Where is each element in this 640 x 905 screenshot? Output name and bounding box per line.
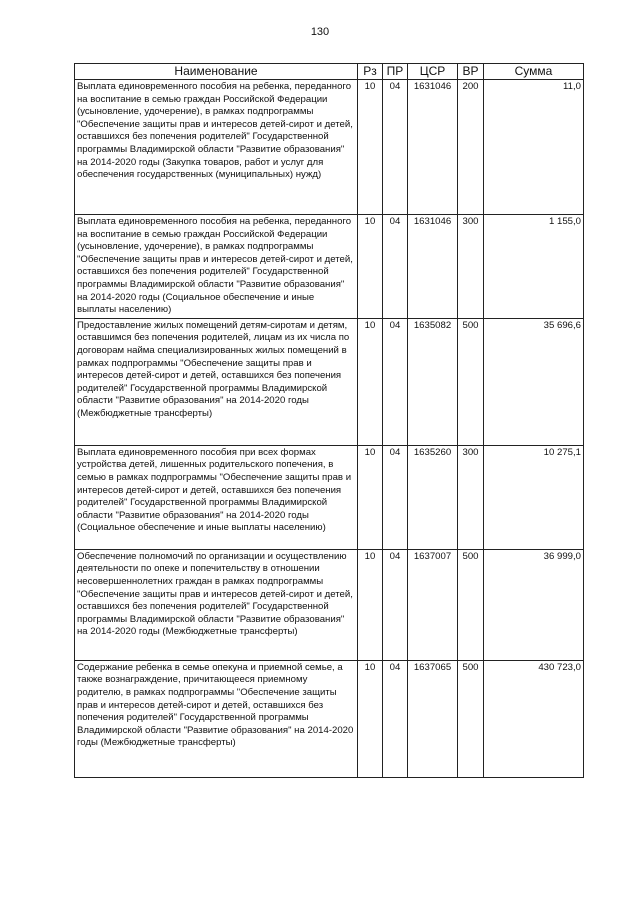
page-number: 130 <box>310 26 330 38</box>
row-vr-cell: 300 <box>458 445 484 549</box>
row-name-cell: Обеспечение полномочий по организации и осуществлению деятельности по опеке и попечительству в отношении несовершеннолетних граждан в рамках подпрограммы "Обеспечение защиты прав и интересов детей-сирот и детей, оставшихся без попечения родителей" Государственной программы Владимирской области "Развитие образования" на 2014-2020 годы (Межбюджетные трансферты) <box>75 549 358 660</box>
row-sum-cell: 10 275,1 <box>484 445 584 549</box>
table-row <box>75 318 584 445</box>
row-rz-cell: 10 <box>358 215 383 319</box>
row-vr-cell: 300 <box>458 215 484 319</box>
column-header-vr: ВР <box>458 64 484 80</box>
table-row <box>75 80 584 215</box>
table-row <box>75 445 584 549</box>
column-header-pr: ПР <box>383 64 408 80</box>
row-name-cell: Содержание ребенка в семье опекуна и приемной семье, а также вознаграждение, причитающееся приемному родителю, в рамках подпрограммы "Обеспечение защиты прав и интересов детей-сирот и детей, оставшихся без попечения родителей" Государственной программы Владимирской области "Развитие образования" на 2014-2020 годы (Межбюджетные трансферты) <box>75 660 358 777</box>
row-name-cell: Предоставление жилых помещений детям-сиротам и детям, оставшимся без попечения родителей, лицам из их числа по договорам найма специализированных жилых помещений в рамках подпрограммы "Обеспечение защиты прав и интересов детей-сирот и детей, оставшихся без попечения родителей" Государственной программы Владимирской области "Развитие образования" на 2014-2020 годы (Межбюджетные трансферты) <box>75 318 358 445</box>
table-row <box>75 660 584 777</box>
row-sum-cell: 430 723,0 <box>484 660 584 777</box>
row-name-cell: Выплата единовременного пособия при всех формах устройства детей, лишенных родительского попечения, в семью в рамках подпрограммы "Обеспечение защиты прав и интересов детей-сирот и детей, оставшихся без попечения родителей" Государственной программы Владимирской области "Развитие образования" на 2014-2020 годы (Социальное обеспечение и иные выплаты населению) <box>75 445 358 549</box>
row-csr-cell: 1635082 <box>408 318 458 445</box>
row-sum-cell: 36 999,0 <box>484 549 584 660</box>
row-vr-cell: 200 <box>458 80 484 215</box>
row-pr-cell: 04 <box>383 80 408 215</box>
row-pr-cell: 04 <box>383 318 408 445</box>
row-vr-cell: 500 <box>458 549 484 660</box>
column-header-sum: Сумма <box>484 64 584 80</box>
row-sum-cell: 1 155,0 <box>484 215 584 319</box>
table-header-row <box>75 64 584 80</box>
column-header-name: Наименование <box>75 64 358 80</box>
row-rz-cell: 10 <box>358 549 383 660</box>
row-name-cell: Выплата единовременного пособия на ребенка, переданного на воспитание в семью граждан Российской Федерации (усыновление, удочерение), в рамках подпрограммы "Обеспечение защиты прав и интересов детей-сирот и детей, оставшихся без попечения родителей" Государственной программы Владимирской области "Развитие образования" на 2014-2020 годы (Социальное обеспечение и иные выплаты населению) <box>75 215 358 319</box>
row-csr-cell: 1637065 <box>408 660 458 777</box>
row-name-cell: Выплата единовременного пособия на ребенка, переданного на воспитание в семью граждан Российской Федерации (усыновление, удочерение), в рамках подпрограммы "Обеспечение защиты прав и интересов детей-сирот и детей, оставшихся без попечения родителей" Государственной программы Владимирской области "Развитие образования" на 2014-2020 годы (Закупка товаров, работ и услуг для обеспечения государственных (муниципальных) нужд) <box>75 80 358 215</box>
row-pr-cell: 04 <box>383 660 408 777</box>
budget-table <box>74 63 584 778</box>
row-rz-cell: 10 <box>358 318 383 445</box>
column-header-csr: ЦСР <box>408 64 458 80</box>
row-sum-cell: 35 696,6 <box>484 318 584 445</box>
row-rz-cell: 10 <box>358 660 383 777</box>
row-csr-cell: 1631046 <box>408 215 458 319</box>
table-row <box>75 549 584 660</box>
row-vr-cell: 500 <box>458 660 484 777</box>
row-vr-cell: 500 <box>458 318 484 445</box>
row-pr-cell: 04 <box>383 215 408 319</box>
row-sum-cell: 11,0 <box>484 80 584 215</box>
row-pr-cell: 04 <box>383 445 408 549</box>
row-csr-cell: 1635260 <box>408 445 458 549</box>
row-rz-cell: 10 <box>358 445 383 549</box>
table-row <box>75 215 584 319</box>
row-csr-cell: 1637007 <box>408 549 458 660</box>
row-rz-cell: 10 <box>358 80 383 215</box>
row-csr-cell: 1631046 <box>408 80 458 215</box>
row-pr-cell: 04 <box>383 549 408 660</box>
column-header-rz: Рз <box>358 64 383 80</box>
